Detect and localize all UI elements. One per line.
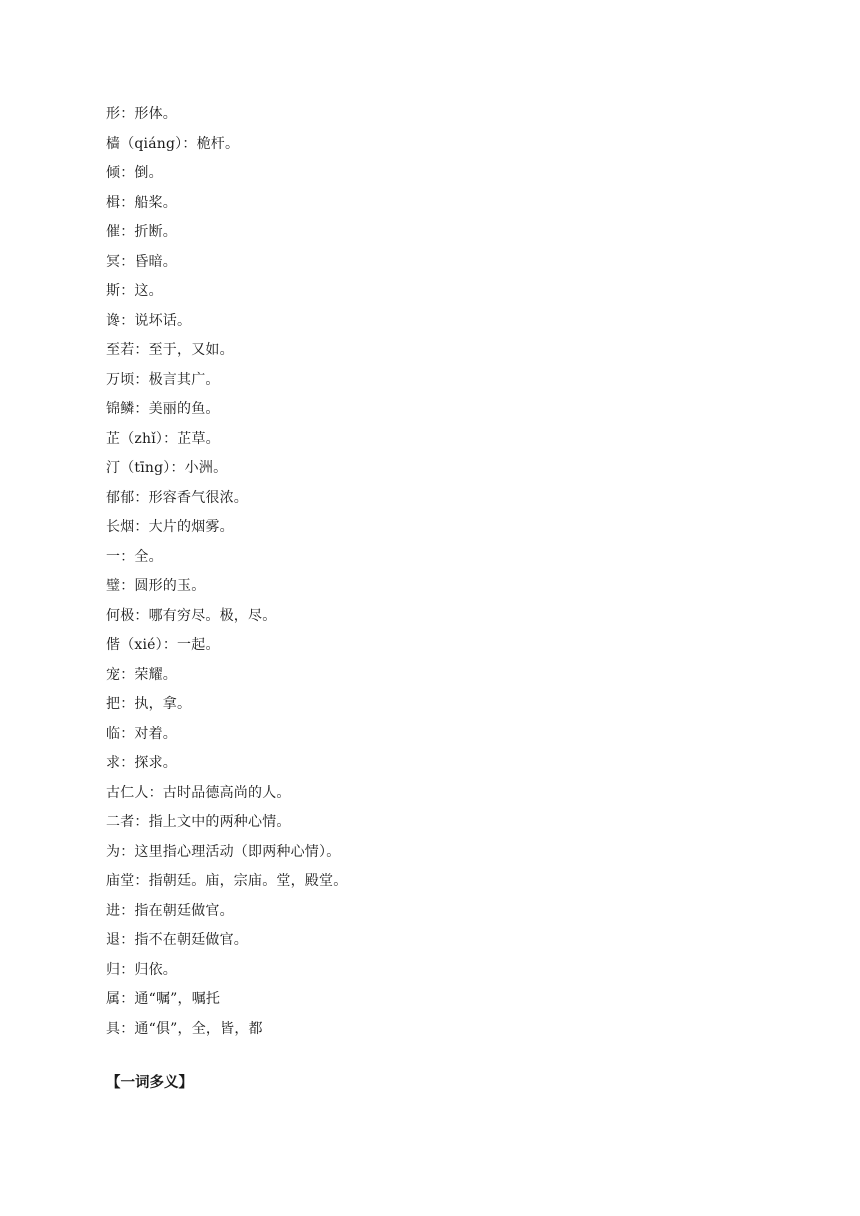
glossary-entry: 璧：圆形的玉。	[106, 578, 206, 594]
glossary-entry: 至若：至于，又如。	[106, 342, 234, 358]
glossary-entry: 倾：倒。	[106, 165, 163, 181]
glossary-entry: 斯：这。	[106, 283, 163, 299]
glossary-entry: 汀（tīng）：小洲。	[106, 460, 228, 476]
glossary-entry: 谗：说坏话。	[106, 312, 192, 329]
glossary-entry: 求：探求。	[106, 755, 177, 771]
glossary-entry: 庙堂：指朝廷。庙，宗庙。堂，殿堂。	[106, 873, 348, 889]
glossary-entry: 退：指不在朝廷做官。	[106, 932, 248, 948]
glossary-entry: 一：全。	[106, 548, 163, 565]
glossary-entry: 偕（xié）：一起。	[106, 637, 220, 653]
glossary-entry: 楫：船桨。	[106, 194, 177, 211]
glossary-entry: 宠：荣耀。	[106, 666, 177, 683]
glossary-entry: 锦鳞：美丽的鱼。	[106, 401, 220, 417]
glossary-entry: 何极：哪有穷尽。极，尽。	[106, 607, 277, 624]
glossary-entry: 归：归依。	[106, 961, 177, 978]
glossary-entry: 临：对着。	[106, 725, 177, 742]
glossary-entry: 长烟：大片的烟雾。	[106, 519, 234, 535]
glossary-entry: 二者：指上文中的两种心情。	[106, 814, 291, 830]
glossary-entry: 具：通“俱”，全，皆，都	[106, 1020, 263, 1037]
glossary-entry: 进：指在朝廷做官。	[106, 902, 234, 919]
glossary-entry: 冥：昏暗。	[106, 253, 177, 270]
glossary-entry: 为：这里指心理活动（即两种心情）。	[106, 843, 341, 860]
glossary-entry: 催：折断。	[106, 224, 177, 240]
glossary-list	[106, 100, 347, 1044]
glossary-entry: 芷（zhǐ）：芷草。	[106, 430, 220, 447]
glossary-entry: 樯（qiáng）：桅杆。	[106, 135, 240, 152]
glossary-entry: 形：形体。	[106, 106, 177, 122]
glossary-entry: 郁郁：形容香气很浓。	[106, 489, 248, 506]
section-heading: 【一词多义】	[106, 1074, 193, 1091]
glossary-entry: 古仁人：古时品德高尚的人。	[106, 784, 291, 801]
glossary-entry: 属：通“嘱”，嘱托	[106, 991, 221, 1007]
glossary-entry: 万顷：极言其广。	[106, 371, 220, 388]
glossary-entry: 把：执，拿。	[106, 696, 192, 712]
